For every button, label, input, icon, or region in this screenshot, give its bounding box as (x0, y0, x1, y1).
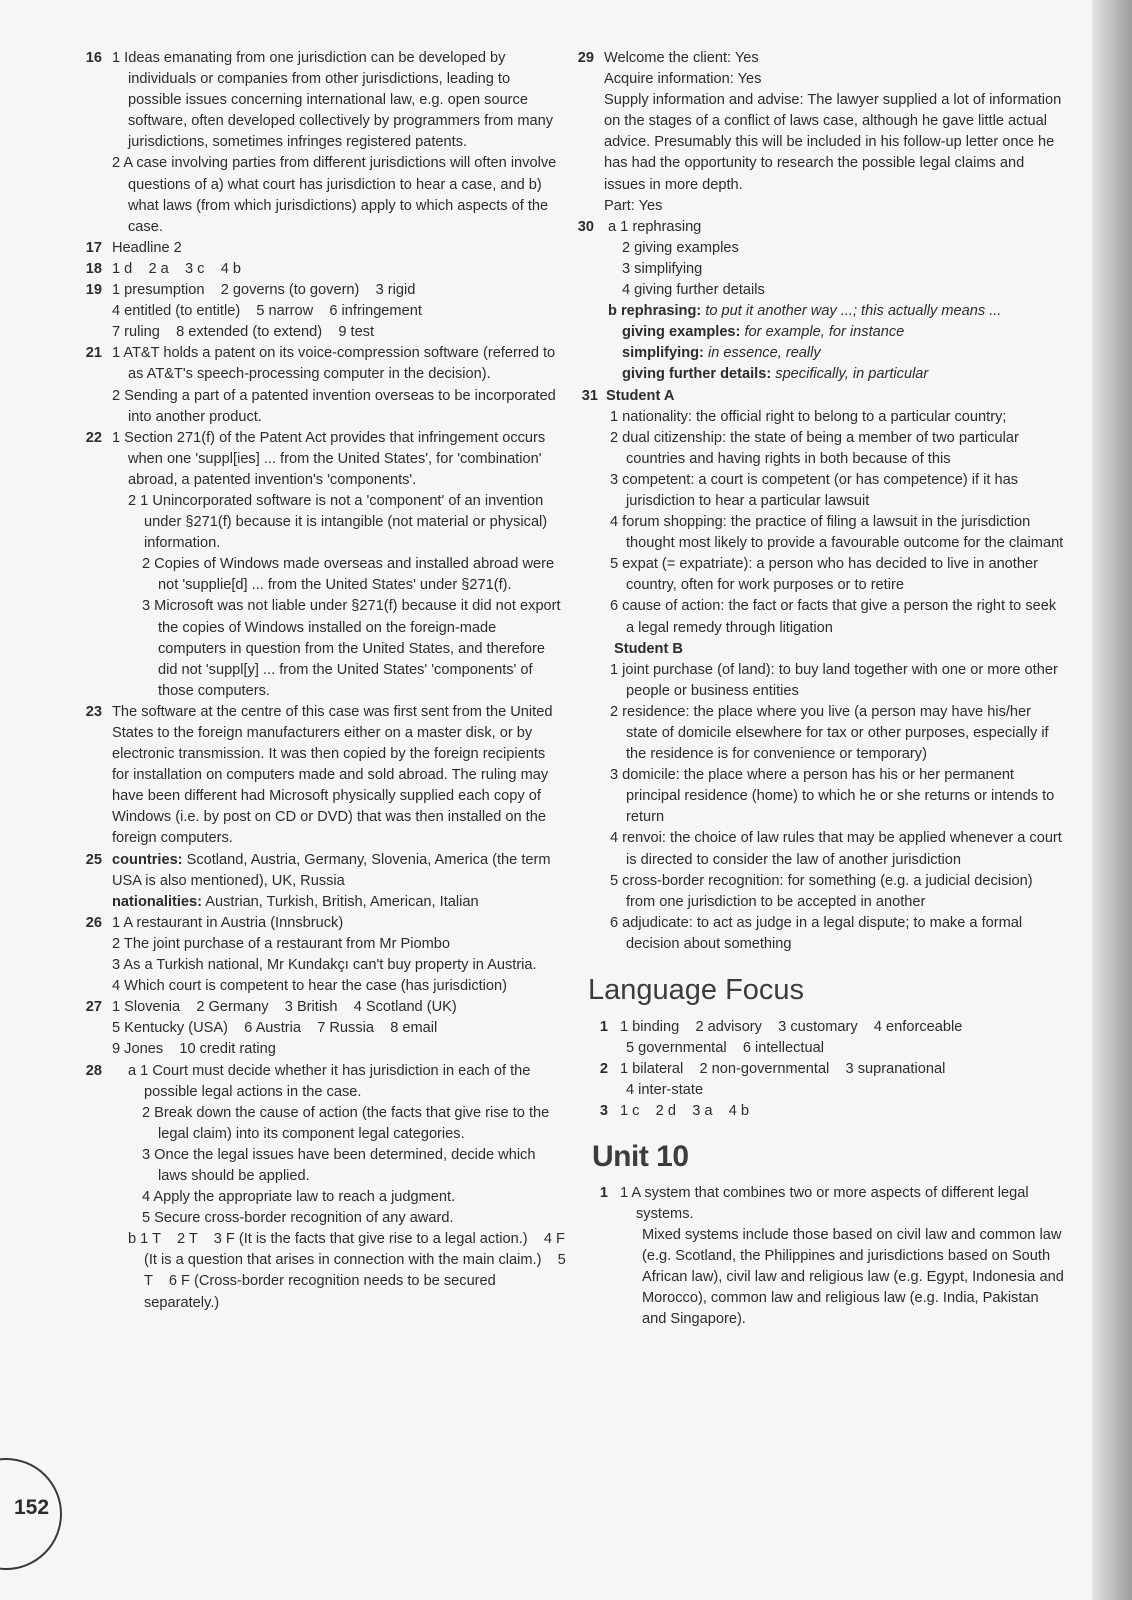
answer-item: 2 1 Unincorporated software is not a 'component' of an invention under §271(f) because it is intangible (not material or physical) information. (128, 492, 548, 552)
item-label: nationalities: (112, 893, 203, 910)
answer-entry (66, 280, 566, 343)
answer-item (592, 364, 1064, 385)
answer-item: 4 renvoi: the choice of law rules that may be applied whenever a court is directed to consider the law of another jurisdiction (610, 830, 1062, 868)
entry-number: 23 (85, 703, 102, 720)
entry-number: 22 (85, 429, 102, 446)
item-label: simplifying: (622, 345, 704, 362)
answer-item: 4 giving further details (622, 282, 765, 299)
answer-item: 6 adjudicate: to act as judge in a legal dispute; to make a formal decision about something (610, 914, 1023, 952)
item-text: in essence, really (707, 345, 821, 362)
answer-item: 4 Apply the appropriate law to reach a judgment. (142, 1189, 456, 1206)
answer-item: 1 nationality: the official right to belong to a particular country; (610, 408, 1007, 425)
student-heading: Student B (614, 640, 683, 657)
entry-number: 2 (599, 1061, 608, 1078)
item-label: giving examples: (622, 324, 741, 341)
student-heading: Student A (606, 387, 675, 404)
section-title-language-focus: Language Focus (588, 974, 805, 1007)
answer-item: 9 Jones 10 credit rating (112, 1041, 276, 1058)
answer-item: 1 A restaurant in Austria (Innsbruck) (112, 914, 344, 931)
answer-item: 4 forum shopping: the practice of filing a lawsuit in the jurisdiction thought most likely to provide a favourable outcome for the claimant (610, 514, 1064, 552)
entry-number: 18 (85, 260, 102, 277)
answer-item: Acquire information: Yes (604, 71, 762, 88)
answer-item: Mixed systems include those based on civil law and common law (e.g. Scotland, the Philippines and jurisdictions based on South African law), civil law and religious law (e.g. Egypt, Indonesia and Morocco), common law and religious law (e.g. India, Pakistan and Singapore). (642, 1226, 1064, 1328)
answer-entry (572, 217, 1064, 386)
answer-entry (66, 259, 566, 280)
answer-item: 3 domicile: the place where a person has his or her permanent principal residence (home) to which he or she returns or intends to return (610, 767, 1055, 826)
answer-entry (66, 238, 566, 259)
answer-entry (66, 428, 566, 702)
right-column (572, 48, 1064, 1330)
entry-number: 25 (85, 851, 102, 868)
entry-number: 1 (599, 1184, 608, 1201)
answer-entry (66, 913, 566, 997)
answer-item: 1 Slovenia 2 Germany 3 British 4 Scotland (UK) (112, 999, 457, 1016)
answer-entry (66, 997, 566, 1060)
answer-item: 2 Copies of Windows made overseas and installed abroad were not 'supplie[d] ... from the United States' under §271(f). (142, 556, 555, 594)
answer-item (592, 343, 1064, 364)
answer-item: 1 Section 271(f) of the Patent Act provides that infringement occurs when one 'suppl[ies] ... from the United States', for 'combination' abroad, a patented invention's 'components'. (112, 429, 546, 488)
unit-title: Unit 10 (592, 1139, 689, 1173)
answer-item: 1 AT&T holds a patent on its voice-compression software (referred to as AT&T's speech-processing computer in the decision). (112, 345, 556, 383)
item-text: Austrian, Turkish, British, American, Italian (205, 893, 479, 910)
answer-item: 2 Break down the cause of action (the facts that give rise to the legal claim) into its component legal categories. (142, 1104, 550, 1142)
answer-entry (572, 1183, 1064, 1331)
answer-item: b 1 T 2 T 3 F (It is the facts that give rise to a legal action.) 4 F (It is a question that arises in connection with the main claim.) 5 T 6 F (Cross-border recognition needs to be secured separately.) (128, 1231, 570, 1311)
answer-item: 4 entitled (to entitle) 5 narrow 6 infringement (112, 303, 422, 320)
entry-number: 29 (577, 50, 594, 66)
answer-item (112, 850, 566, 892)
answer-item: 2 giving examples (622, 239, 739, 256)
answer-item: 1 d 2 a 3 c 4 b (112, 260, 241, 277)
answer-item: a 1 rephrasing (608, 218, 702, 235)
answer-entry (572, 1101, 1064, 1122)
answer-item (592, 322, 1064, 343)
answer-item: 5 governmental 6 intellectual (626, 1040, 824, 1057)
item-text: Scotland, Austria, Germany, Slovenia, America (the term USA is also mentioned), UK, Russia (112, 851, 551, 889)
answer-item: 1 A system that combines two or more aspects of different legal systems. (620, 1184, 1029, 1222)
answer-item: 5 cross-border recognition: for something (e.g. a judicial decision) from one jurisdiction to be accepted in another (610, 872, 1033, 910)
entry-number: 30 (577, 218, 594, 235)
answer-item: 1 binding 2 advisory 3 customary 4 enforceable (620, 1019, 963, 1036)
entry-number: 17 (85, 239, 102, 256)
answer-item: 5 Kentucky (USA) 6 Austria 7 Russia 8 email (112, 1020, 438, 1037)
answer-item: The software at the centre of this case was first sent from the United States to the foreign manufacturers either on a master disk, or by electronic transmission. It was then copied by the foreign recipients for installation on computers made and sold abroad. The ruling may have been different had Microsoft physically supplied each copy of Windows (i.e. by post on CD or DVD) that was then installed on the foreign computers. (112, 703, 553, 847)
answer-entry (572, 386, 1064, 956)
answer-item: 1 c 2 d 3 a 4 b (620, 1103, 749, 1120)
answer-item: 2 dual citizenship: the state of being a member of two particular countries and having rights in both because of this (610, 429, 1019, 467)
answer-item: 1 Ideas emanating from one jurisdiction can be developed by individuals or companies from other jurisdictions, leading to possible issues concerning international law, e.g. open source software, often developed collectively by programmers from many jurisdictions, sometimes infringes registered patents. (112, 50, 554, 151)
answer-item: 5 expat (= expatriate): a person who has decided to live in another country, often for work purposes or to retire (610, 556, 1038, 594)
answer-item (592, 301, 1064, 322)
answer-item: 2 Sending a part of a patented invention overseas to be incorporated into another product. (112, 387, 556, 425)
answer-item: Part: Yes (604, 197, 663, 214)
answer-entry (572, 1059, 1064, 1101)
answer-item: 1 bilateral 2 non-governmental 3 supranational (620, 1061, 946, 1078)
entry-number: 3 (599, 1103, 608, 1120)
answer-item: 7 ruling 8 extended (to extend) 9 test (112, 324, 375, 341)
entry-number: 31 (581, 387, 598, 404)
item-text: for example, for instance (744, 324, 905, 341)
answer-item: 2 residence: the place where you live (a person may have his/her state of domicile elsewhere for tax or other purposes, especially if the residence is for convenience or temporary) (610, 703, 1049, 763)
answer-item: Supply information and advise: The lawyer supplied a lot of information on the stages of a conflict of laws case, although he gave little actual advice. Presumably this will be included in his follow-up letter once he has had the opportunity to research the possible legal claims and issues in more depth. (604, 92, 1062, 193)
answer-entry (66, 48, 566, 238)
answer-item: 4 Which court is competent to hear the case (has jurisdiction) (112, 978, 508, 995)
answer-item: 3 Microsoft was not liable under §271(f) because it did not export the copies of Windows installed on the foreign-made computers in question from the United States, and therefore did not 'suppl[y] ... from the United States' 'components' of those computers. (142, 598, 561, 699)
entry-number: 1 (599, 1019, 608, 1036)
answer-entry (572, 1017, 1064, 1059)
item-label: countries: (112, 851, 183, 868)
entry-number: 19 (85, 282, 102, 299)
answer-entry (66, 1061, 570, 1314)
item-label: b rephrasing: (608, 303, 702, 320)
answer-item: 3 competent: a court is competent (or has competence) if it has jurisdiction to hear a particular lawsuit (610, 471, 1019, 509)
answer-entry (572, 48, 1064, 217)
answer-item: Headline 2 (112, 239, 182, 256)
answer-item: 3 simplifying (622, 260, 703, 277)
answer-item: a 1 Court must decide whether it has jurisdiction in each of the possible legal actions in the case. (128, 1062, 531, 1100)
item-text: specifically, in particular (775, 366, 929, 383)
answer-entry (66, 343, 566, 427)
answer-item: 5 Secure cross-border recognition of any award. (142, 1210, 454, 1227)
answer-item: 3 Once the legal issues have been determined, decide which laws should be applied. (142, 1146, 536, 1184)
entry-number: 21 (85, 345, 102, 362)
entry-number: 26 (85, 914, 102, 931)
page-number: 152 (14, 1496, 50, 1519)
answer-item: 6 cause of action: the fact or facts that give a person the right to seek a legal remedy through litigation (610, 598, 1057, 636)
book-spine-shadow (1092, 0, 1132, 1600)
answer-item: Welcome the client: Yes (604, 50, 759, 66)
item-text: to put it another way ...; this actually means ... (705, 303, 1002, 320)
left-column (66, 48, 570, 1314)
answer-item: 3 As a Turkish national, Mr Kundakçı can't buy property in Austria. (112, 957, 537, 974)
item-label: giving further details: (622, 366, 772, 383)
answer-entry (66, 702, 566, 850)
answer-item: 2 The joint purchase of a restaurant from Mr Piombo (112, 935, 450, 952)
answer-entry (66, 850, 566, 913)
answer-item: 1 joint purchase (of land): to buy land together with one or more other people or business entities (610, 661, 1058, 699)
answer-item: 4 inter-state (626, 1082, 704, 1099)
entry-number: 28 (85, 1062, 102, 1079)
answer-item: 2 A case involving parties from different jurisdictions will often involve questions of a) what court has jurisdiction to hear a case, and b) what laws (from which jurisdictions) apply to which aspects of the case. (112, 155, 557, 235)
entry-number: 16 (85, 50, 102, 66)
entry-number: 27 (85, 999, 102, 1016)
answer-item (112, 892, 566, 913)
answer-item: 1 presumption 2 governs (to govern) 3 rigid (112, 282, 416, 299)
